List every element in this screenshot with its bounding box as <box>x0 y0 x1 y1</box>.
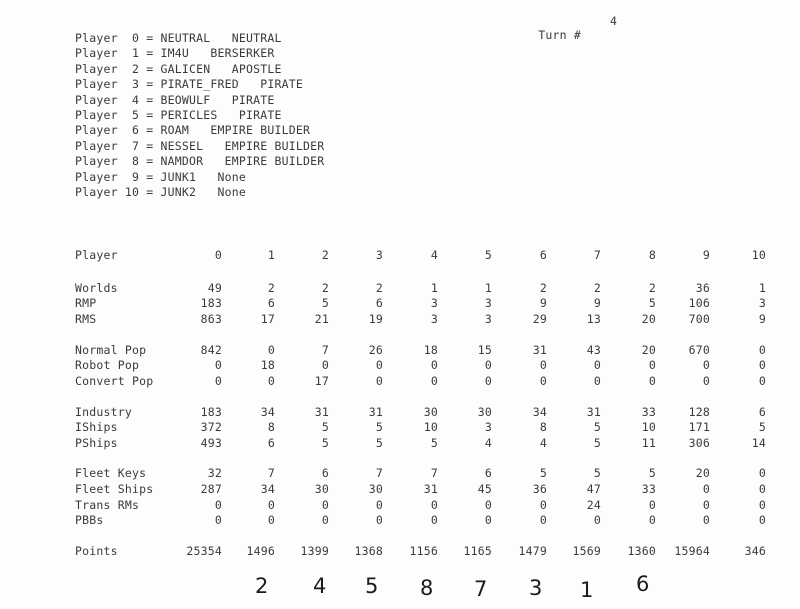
table-cell: 20 <box>695 466 710 480</box>
table-cell: 10 <box>423 420 438 434</box>
table-cell: 6 <box>267 436 275 450</box>
table-cell: 34 <box>260 405 275 419</box>
table-cell: 31 <box>314 405 329 419</box>
table-cell: 3 <box>430 312 438 326</box>
table-cell: 493 <box>200 436 222 450</box>
table-cell: 9 <box>758 312 766 326</box>
table-cell: 5 <box>648 296 656 310</box>
row-label: PShips <box>75 436 118 450</box>
table-cell: 3 <box>484 312 492 326</box>
table-cell: 3 <box>430 296 438 310</box>
table-cell: 9 <box>593 296 601 310</box>
table-cell: 10 <box>641 420 656 434</box>
table-cell: 0 <box>267 513 275 527</box>
table-cell: 31 <box>368 405 383 419</box>
table-cell: 1569 <box>572 544 601 558</box>
table-cell: 34 <box>260 482 275 496</box>
table-cell: 5 <box>593 436 601 450</box>
turn-number: 4 <box>610 14 618 28</box>
table-cell: 31 <box>423 482 438 496</box>
table-cell: 30 <box>368 482 383 496</box>
player-line: Player 7 = NESSEL EMPIRE BUILDER <box>75 138 325 153</box>
player-line: Player 10 = JUNK2 None <box>75 184 246 199</box>
row-label: Points <box>75 544 118 558</box>
table-cell: 1479 <box>518 544 547 558</box>
column-header: 3 <box>375 248 383 262</box>
table-cell: 21 <box>314 312 329 326</box>
handwritten-rank: 2 <box>255 574 269 598</box>
table-cell: 346 <box>744 544 766 558</box>
table-cell: 5 <box>321 420 329 434</box>
table-cell: 33 <box>641 482 656 496</box>
table-cell: 18 <box>423 343 438 357</box>
table-cell: 15964 <box>674 544 710 558</box>
table-cell: 3 <box>484 420 492 434</box>
table-cell: 5 <box>758 420 766 434</box>
table-cell: 0 <box>484 498 492 512</box>
table-cell: 5 <box>321 436 329 450</box>
handwritten-rank: 8 <box>420 576 434 600</box>
table-cell: 17 <box>314 374 329 388</box>
table-cell: 18 <box>260 358 275 372</box>
handwritten-rank: 5 <box>365 574 379 598</box>
column-header: 1 <box>267 248 275 262</box>
handwritten-rank: 7 <box>474 577 488 601</box>
table-cell: 45 <box>477 482 492 496</box>
table-cell: 6 <box>267 296 275 310</box>
table-cell: 0 <box>539 374 547 388</box>
table-cell: 0 <box>758 513 766 527</box>
table-cell: 0 <box>214 374 222 388</box>
table-cell: 47 <box>586 482 601 496</box>
table-cell: 0 <box>593 374 601 388</box>
table-cell: 0 <box>758 482 766 496</box>
table-cell: 2 <box>375 281 383 295</box>
table-cell: 1165 <box>463 544 492 558</box>
table-cell: 1 <box>430 281 438 295</box>
table-cell: 0 <box>267 498 275 512</box>
table-cell: 0 <box>321 358 329 372</box>
table-cell: 1496 <box>246 544 275 558</box>
table-cell: 0 <box>321 513 329 527</box>
table-cell: 0 <box>430 513 438 527</box>
table-cell: 4 <box>484 436 492 450</box>
table-cell: 0 <box>214 358 222 372</box>
row-label: Convert Pop <box>75 374 154 388</box>
table-cell: 0 <box>375 358 383 372</box>
table-cell: 11 <box>641 436 656 450</box>
table-cell: 20 <box>641 312 656 326</box>
table-cell: 3 <box>484 296 492 310</box>
table-cell: 0 <box>375 513 383 527</box>
table-cell: 34 <box>532 405 547 419</box>
table-cell: 0 <box>539 358 547 372</box>
player-line: Player 0 = NEUTRAL NEUTRAL <box>75 31 282 45</box>
table-cell: 7 <box>321 343 329 357</box>
table-cell: 670 <box>688 343 710 357</box>
table-cell: 0 <box>375 498 383 512</box>
table-cell: 1368 <box>354 544 383 558</box>
table-cell: 5 <box>648 466 656 480</box>
row-label: Player <box>75 248 118 262</box>
table-cell: 0 <box>758 374 766 388</box>
table-cell: 183 <box>200 296 222 310</box>
table-cell: 2 <box>321 281 329 295</box>
table-cell: 3 <box>758 296 766 310</box>
column-header: 2 <box>321 248 329 262</box>
turn-label: Turn # <box>538 28 581 42</box>
column-header: 7 <box>593 248 601 262</box>
table-cell: 0 <box>267 374 275 388</box>
table-cell: 36 <box>695 281 710 295</box>
player-line: Player 6 = ROAM EMPIRE BUILDER <box>75 123 311 138</box>
table-cell: 49 <box>207 281 222 295</box>
table-cell: 31 <box>586 405 601 419</box>
table-cell: 700 <box>688 312 710 326</box>
table-cell: 30 <box>314 482 329 496</box>
table-cell: 30 <box>477 405 492 419</box>
row-label: Fleet Ships <box>75 482 154 496</box>
table-cell: 9 <box>539 296 547 310</box>
table-cell: 6 <box>758 405 766 419</box>
handwritten-rank: 1 <box>580 578 594 602</box>
table-cell: 171 <box>688 420 710 434</box>
column-header: 4 <box>430 248 438 262</box>
table-cell: 0 <box>758 498 766 512</box>
row-label: RMS <box>75 312 97 326</box>
table-cell: 7 <box>430 466 438 480</box>
table-cell: 0 <box>702 498 710 512</box>
row-label: Normal Pop <box>75 343 147 357</box>
table-cell: 36 <box>532 482 547 496</box>
player-line: Player 9 = JUNK1 None <box>75 169 246 184</box>
table-cell: 15 <box>477 343 492 357</box>
table-cell: 0 <box>430 498 438 512</box>
player-line: Player 5 = PERICLES PIRATE <box>75 107 282 122</box>
table-cell: 0 <box>484 358 492 372</box>
table-cell: 24 <box>586 498 601 512</box>
table-cell: 8 <box>267 420 275 434</box>
table-cell: 4 <box>539 436 547 450</box>
table-cell: 0 <box>702 358 710 372</box>
table-cell: 0 <box>214 498 222 512</box>
table-cell: 5 <box>430 436 438 450</box>
table-cell: 32 <box>207 466 222 480</box>
handwritten-rank: 4 <box>313 574 327 598</box>
column-header: 10 <box>751 248 766 262</box>
row-label: Trans RMs <box>75 498 140 512</box>
table-cell: 6 <box>321 466 329 480</box>
table-cell: 5 <box>539 466 547 480</box>
player-line: Player 4 = BEOWULF PIRATE <box>75 92 275 107</box>
table-cell: 0 <box>648 358 656 372</box>
table-cell: 2 <box>539 281 547 295</box>
table-cell: 26 <box>368 343 383 357</box>
table-cell: 1156 <box>409 544 438 558</box>
table-cell: 8 <box>539 420 547 434</box>
table-cell: 863 <box>200 312 222 326</box>
player-line: Player 2 = GALICEN APOSTLE <box>75 61 282 76</box>
handwritten-rank: 6 <box>636 572 650 596</box>
table-cell: 6 <box>375 296 383 310</box>
table-cell: 1 <box>758 281 766 295</box>
table-cell: 0 <box>484 374 492 388</box>
row-label: Worlds <box>75 281 118 295</box>
table-cell: 0 <box>430 358 438 372</box>
table-cell: 0 <box>648 498 656 512</box>
table-cell: 33 <box>641 405 656 419</box>
table-cell: 0 <box>375 374 383 388</box>
table-cell: 2 <box>648 281 656 295</box>
table-cell: 0 <box>539 498 547 512</box>
table-cell: 0 <box>593 358 601 372</box>
table-cell: 0 <box>267 343 275 357</box>
table-cell: 13 <box>586 312 601 326</box>
table-cell: 31 <box>532 343 547 357</box>
table-cell: 0 <box>702 374 710 388</box>
table-cell: 0 <box>321 498 329 512</box>
column-header: 5 <box>484 248 492 262</box>
column-header: 8 <box>648 248 656 262</box>
table-cell: 0 <box>702 482 710 496</box>
table-cell: 43 <box>586 343 601 357</box>
table-cell: 0 <box>648 513 656 527</box>
table-cell: 6 <box>484 466 492 480</box>
table-cell: 0 <box>648 374 656 388</box>
row-label: Robot Pop <box>75 358 140 372</box>
table-cell: 5 <box>593 466 601 480</box>
table-cell: 0 <box>593 513 601 527</box>
table-cell: 2 <box>593 281 601 295</box>
table-cell: 306 <box>688 436 710 450</box>
table-cell: 7 <box>267 466 275 480</box>
table-cell: 128 <box>688 405 710 419</box>
handwritten-rank: 3 <box>529 576 543 600</box>
row-label: Fleet Keys <box>75 466 147 480</box>
table-cell: 0 <box>702 513 710 527</box>
table-cell: 17 <box>260 312 275 326</box>
table-cell: 20 <box>641 343 656 357</box>
player-line: Player 3 = PIRATE_FRED PIRATE <box>75 77 303 92</box>
table-cell: 0 <box>539 513 547 527</box>
table-cell: 19 <box>368 312 383 326</box>
player-line: Player 1 = IM4U BERSERKER <box>75 46 275 61</box>
table-cell: 183 <box>200 405 222 419</box>
table-cell: 287 <box>200 482 222 496</box>
player-line: Player 8 = NAMDOR EMPIRE BUILDER <box>75 154 325 169</box>
table-cell: 29 <box>532 312 547 326</box>
table-cell: 0 <box>484 513 492 527</box>
table-cell: 5 <box>593 420 601 434</box>
row-label: Industry <box>75 405 132 419</box>
table-cell: 2 <box>267 281 275 295</box>
column-header: 6 <box>539 248 547 262</box>
table-cell: 842 <box>200 343 222 357</box>
table-cell: 0 <box>758 466 766 480</box>
table-cell: 14 <box>751 436 766 450</box>
table-cell: 0 <box>758 358 766 372</box>
table-cell: 0 <box>430 374 438 388</box>
table-cell: 7 <box>375 466 383 480</box>
table-cell: 5 <box>375 436 383 450</box>
table-cell: 1399 <box>300 544 329 558</box>
table-cell: 30 <box>423 405 438 419</box>
column-header: 0 <box>214 248 222 262</box>
table-cell: 372 <box>200 420 222 434</box>
table-cell: 0 <box>758 343 766 357</box>
table-cell: 25354 <box>186 544 222 558</box>
table-cell: 1360 <box>627 544 656 558</box>
table-cell: 0 <box>214 513 222 527</box>
table-cell: 1 <box>484 281 492 295</box>
row-label: IShips <box>75 420 118 434</box>
table-cell: 106 <box>688 296 710 310</box>
table-cell: 5 <box>375 420 383 434</box>
table-cell: 5 <box>321 296 329 310</box>
column-header: 9 <box>702 248 710 262</box>
row-label: PBBs <box>75 513 104 527</box>
row-label: RMP <box>75 296 97 310</box>
